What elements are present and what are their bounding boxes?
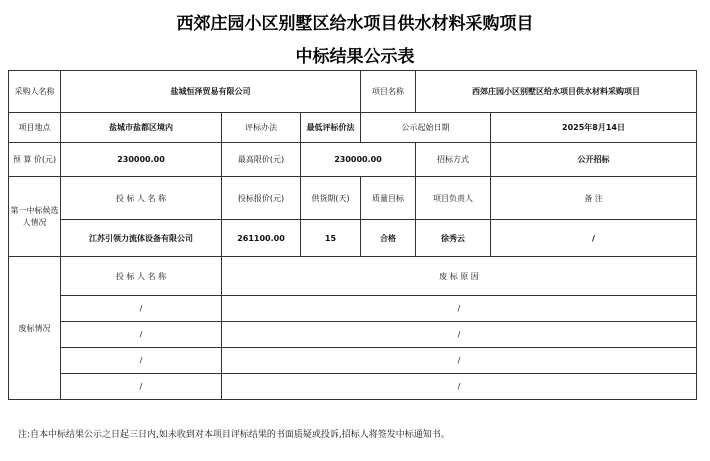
- winner-name: 江苏引领力流体设备有限公司: [61, 220, 222, 257]
- waste-reason: /: [222, 348, 697, 374]
- buyer-label: 采购人名称: [9, 71, 61, 113]
- winner-header-remark: 备 注: [491, 177, 697, 220]
- method-value: 最低评标价法: [301, 113, 361, 143]
- table-row: [9, 257, 697, 296]
- winner-header-delivery: 供货期(天): [301, 177, 361, 220]
- location-value: 盐城市盐都区境内: [61, 113, 222, 143]
- buyer-value: 盐城恒泽贸易有限公司: [61, 71, 361, 113]
- winner-price: 261100.00: [222, 220, 301, 257]
- result-table: [8, 70, 697, 400]
- table-row: [9, 220, 697, 257]
- waste-name: /: [61, 374, 222, 400]
- max-price-label: 最高限价(元): [222, 143, 301, 177]
- winner-header-price: 投标报价(元): [222, 177, 301, 220]
- bidding-method-label: 招标方式: [416, 143, 491, 177]
- table-row: [9, 296, 697, 322]
- waste-header-reason: 废 标 原 因: [222, 257, 697, 296]
- title-line-2: 中标结果公示表: [295, 47, 415, 67]
- method-label: 评标办法: [222, 113, 301, 143]
- waste-header-name: 投 标 人 名 称: [61, 257, 222, 296]
- date-label: 公示起始日期: [361, 113, 491, 143]
- footnote: 注:自本中标结果公示之日起三日内,如未收到对本项目评标结果的书面质疑或投诉,招标人将签发中标通知书。: [18, 430, 450, 440]
- waste-name: /: [61, 322, 222, 348]
- table-row: [9, 374, 697, 400]
- waste-name: /: [61, 348, 222, 374]
- winner-header-manager: 项目负责人: [416, 177, 491, 220]
- winner-remark: /: [491, 220, 697, 257]
- waste-reason: /: [222, 296, 697, 322]
- title-line-1: 西郊庄园小区别墅区给水项目供水材料采购项目: [176, 14, 534, 34]
- winner-delivery: 15: [301, 220, 361, 257]
- location-label: 项目地点: [9, 113, 61, 143]
- project-label: 项目名称: [361, 71, 416, 113]
- table-row: [9, 143, 697, 177]
- budget-value: 230000.00: [61, 143, 222, 177]
- date-value: 2025年8月14日: [491, 113, 697, 143]
- waste-reason: /: [222, 322, 697, 348]
- table-row: [9, 322, 697, 348]
- winner-header-name: 投 标 人 名 称: [61, 177, 222, 220]
- waste-section-label: 废标情况: [9, 257, 61, 400]
- winner-manager: 徐秀云: [416, 220, 491, 257]
- waste-reason: /: [222, 374, 697, 400]
- bidding-method-value: 公开招标: [491, 143, 697, 177]
- table-row: [9, 71, 697, 113]
- max-price-value: 230000.00: [301, 143, 416, 177]
- budget-label: 预 算 价(元): [9, 143, 61, 177]
- winner-quality: 合格: [361, 220, 416, 257]
- project-value: 西郊庄园小区别墅区给水项目供水材料采购项目: [416, 71, 697, 113]
- table-row: [9, 113, 697, 143]
- table-row: [9, 177, 697, 220]
- winner-header-quality: 质量目标: [361, 177, 416, 220]
- waste-name: /: [61, 296, 222, 322]
- winner-section-label: 第一中标候选人情况: [9, 177, 61, 257]
- table-row: [9, 348, 697, 374]
